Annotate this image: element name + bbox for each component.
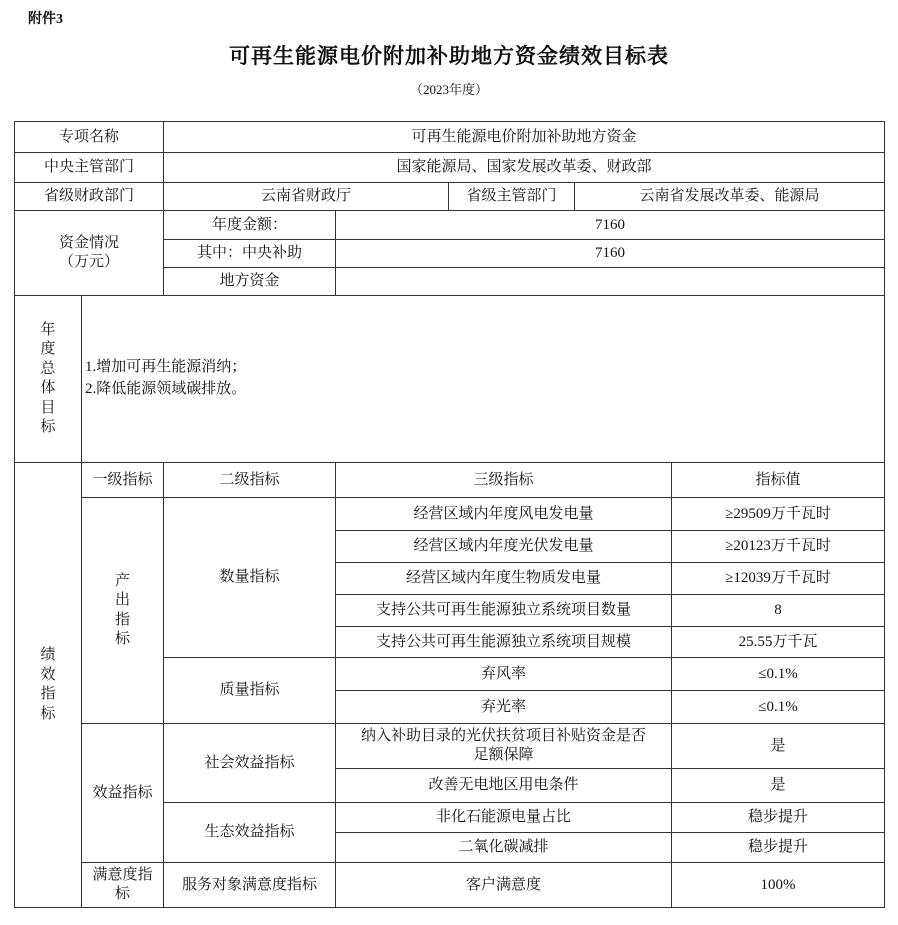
performance-section-label: 绩效指标 [15, 463, 82, 908]
prov-finance-label: 省级财政部门 [15, 183, 164, 211]
annual-amount-label: 年度金额： [164, 211, 336, 240]
indicator-name: 经营区域内年度风电发电量 [336, 498, 672, 531]
indicator-name: 改善无电地区用电条件 [336, 769, 672, 803]
indicator-name: 支持公共可再生能源独立系统项目数量 [336, 595, 672, 627]
header-level3: 三级指标 [336, 463, 672, 498]
table-row [15, 211, 885, 240]
local-funds-value [336, 268, 885, 296]
table-row [15, 183, 885, 211]
annual-goal-label: 年度总体目标 [15, 296, 82, 463]
indicator-value: ≥20123万千瓦时 [672, 531, 885, 563]
level2-ecological-label: 生态效益指标 [164, 803, 336, 863]
indicator-name: 支持公共可再生能源独立系统项目规模 [336, 627, 672, 658]
level1-benefit-label: 效益指标 [82, 724, 164, 863]
header-level2: 二级指标 [164, 463, 336, 498]
attachment-label: 附件3 [28, 12, 63, 27]
indicator-value: 是 [672, 769, 885, 803]
indicator-value: 稳步提升 [672, 803, 885, 833]
table-row [15, 122, 885, 153]
performance-target-table [14, 121, 885, 908]
indicator-name: 经营区域内年度光伏发电量 [336, 531, 672, 563]
indicator-name: 弃风率 [336, 658, 672, 691]
central-subsidy-value: 7160 [336, 240, 885, 268]
indicator-value: ≤0.1% [672, 658, 885, 691]
indicator-name: 客户满意度 [336, 863, 672, 908]
prov-finance-value: 云南省财政厅 [164, 183, 449, 211]
indicator-value: 8 [672, 595, 885, 627]
table-row [15, 296, 885, 463]
page-subtitle: （2023年度） [409, 82, 488, 97]
central-dept-label: 中央主管部门 [15, 153, 164, 183]
annual-goal-content [82, 296, 885, 463]
level2-quality-label: 质量指标 [164, 658, 336, 724]
table-row [15, 463, 885, 498]
central-subsidy-label: 其中：中央补助 [164, 240, 336, 268]
funding-label-line1: 资金情况 [59, 235, 120, 252]
project-name-value: 可再生能源电价附加补助地方资金 [164, 122, 885, 153]
level1-output-label: 产出指标 [82, 498, 164, 724]
funding-label-line2: （万元） [59, 254, 120, 270]
funding-section-label [15, 211, 164, 296]
indicator-value: 是 [672, 724, 885, 769]
level2-quantity-label: 数量指标 [164, 498, 336, 658]
indicator-value: ≤0.1% [672, 691, 885, 724]
prov-dept-value: 云南省发展改革委、能源局 [575, 183, 885, 211]
indicator-name: 非化石能源电量占比 [336, 803, 672, 833]
table-row [15, 863, 885, 908]
header-level1: 一级指标 [82, 463, 164, 498]
indicator-value: ≥29509万千瓦时 [672, 498, 885, 531]
page-title: 可再生能源电价附加补助地方资金绩效目标表 [229, 44, 669, 68]
goal-line-1: 1.增加可再生能源消纳； [85, 359, 247, 376]
indicator-value: ≥12039万千瓦时 [672, 563, 885, 595]
table-row [15, 724, 885, 769]
goal-line-2: 2.降低能源领域碳排放。 [85, 381, 247, 397]
level2-social-label: 社会效益指标 [164, 724, 336, 803]
indicator-name: 纳入补助目录的光伏扶贫项目补贴资金是否足额保障 [336, 724, 672, 769]
indicator-value: 100% [672, 863, 885, 908]
indicator-name: 二氧化碳减排 [336, 833, 672, 863]
indicator-value: 稳步提升 [672, 833, 885, 863]
annual-amount-value: 7160 [336, 211, 885, 240]
indicator-name: 经营区域内年度生物质发电量 [336, 563, 672, 595]
prov-dept-label: 省级主管部门 [449, 183, 575, 211]
level1-satisfaction-label: 满意度指标 [82, 863, 164, 908]
table-row [15, 153, 885, 183]
indicator-value: 25.55万千瓦 [672, 627, 885, 658]
indicator-name: 弃光率 [336, 691, 672, 724]
local-funds-label: 地方资金 [164, 268, 336, 296]
central-dept-value: 国家能源局、国家发展改革委、财政部 [164, 153, 885, 183]
table-row [15, 498, 885, 531]
project-name-label: 专项名称 [15, 122, 164, 153]
header-value: 指标值 [672, 463, 885, 498]
level2-service-label: 服务对象满意度指标 [164, 863, 336, 908]
